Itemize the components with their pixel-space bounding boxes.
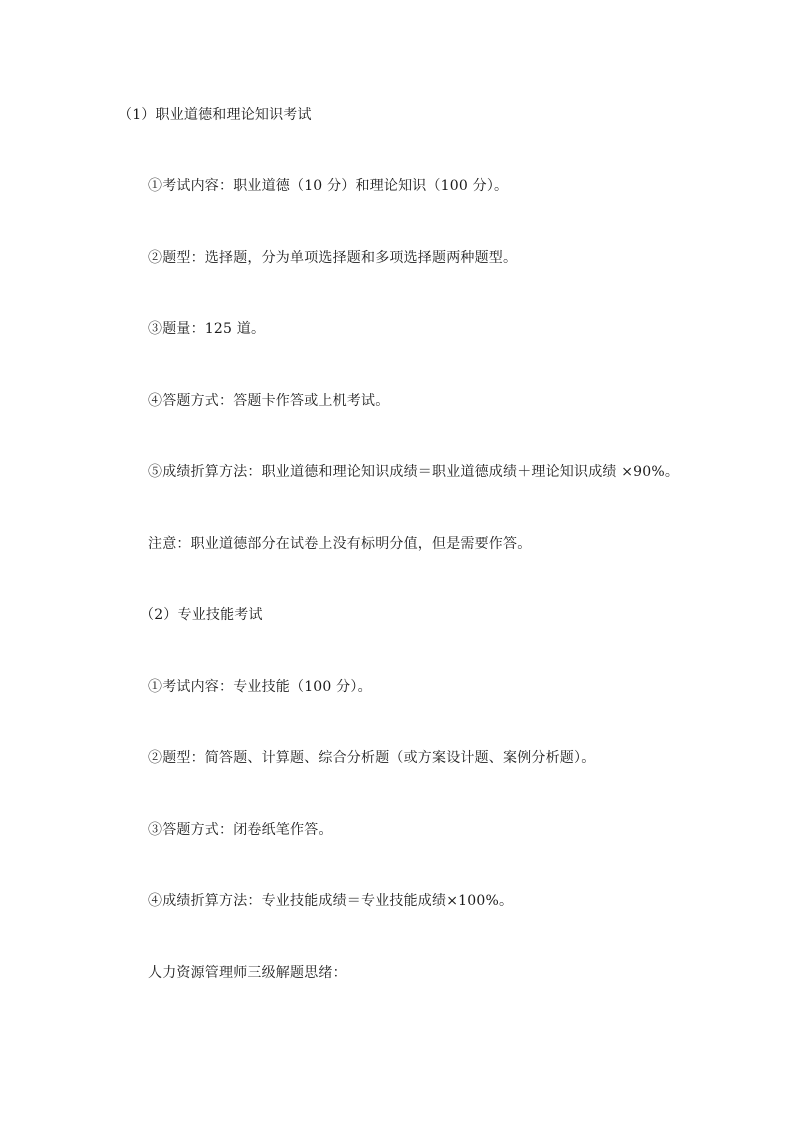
section2-item-2: ②题型：简答题、计算题、综合分析题（或方案设计题、案例分析题）。 [148, 750, 596, 766]
section1-item-3: ③题量：125 道。 [148, 321, 266, 337]
section1-item-2: ②题型：选择题，分为单项选择题和多项选择题两种题型。 [148, 250, 518, 266]
section1-item-5: ⑤成绩折算方法：职业道德和理论知识成绩＝职业道德成绩＋理论知识成绩 ×90%。 [148, 464, 680, 480]
section1-heading: （1）职业道德和理论知识考试 [118, 107, 312, 123]
section1-item-1: ①考试内容：职业道德（10 分）和理论知识（100 分）。 [148, 178, 509, 194]
section2-item-3: ③答题方式：闭卷纸笔作答。 [148, 822, 333, 838]
section2-item-1: ①考试内容：专业技能（100 分）。 [148, 679, 372, 695]
closing-line: 人力资源管理师三级解题思绪： [148, 965, 347, 981]
section2-heading: （2）专业技能考试 [140, 607, 263, 623]
section2-item-4: ④成绩折算方法：专业技能成绩＝专业技能成绩×100%。 [148, 893, 514, 909]
section1-item-4: ④答题方式：答题卡作答或上机考试。 [148, 393, 390, 409]
section1-note: 注意：职业道德部分在试卷上没有标明分值，但是需要作答。 [148, 536, 532, 552]
